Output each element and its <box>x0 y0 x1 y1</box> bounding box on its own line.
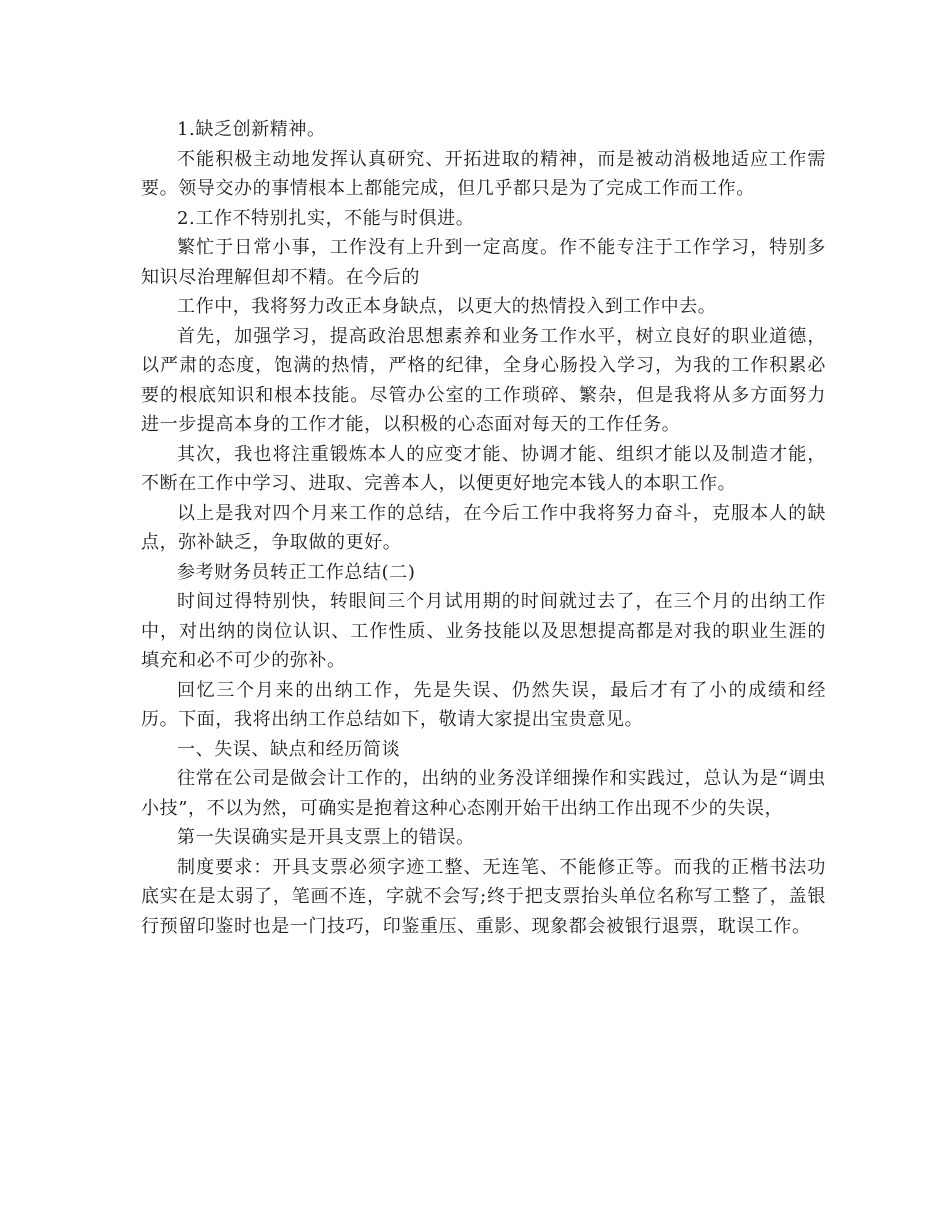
section-title: 参考财务员转正工作总结(二) <box>177 561 416 583</box>
paragraph: 制度要求：开具支票必须字迹工整、无连笔、不能修正等。而我的正楷书法功底实在是太弱了，笔画不连，字就不会写;终于把支票抬头单位名称写工整了，盖银行预留印鉴时也是一门技巧，印鉴重压、重影、现象都会被银行退票，耽误工作。 <box>141 856 826 937</box>
paragraph: 其次，我也将注重锻炼本人的应变才能、协调才能、组织才能以及制造才能，不断在工作中学习、进取、完善本人，以便更好地完本钱人的本职工作。 <box>141 443 826 494</box>
paragraph: 繁忙于日常小事，工作没有上升到一定高度。作不能专注于工作学习，特别多知识尽治理解但却不精。在今后的 <box>141 237 826 288</box>
paragraph: 工作中，我将努力改正本身缺点，以更大的热情投入到工作中去。 <box>177 296 717 317</box>
paragraph: 以上是我对四个月来工作的总结，在今后工作中我将努力奋斗，克服本人的缺点，弥补缺乏，争取做的更好。 <box>141 502 826 553</box>
item-heading-1: 1.缺乏创新精神。 <box>177 119 326 140</box>
paragraph: 第一失误确实是开具支票上的错误。 <box>177 827 475 848</box>
subsection-heading: 一、失误、缺点和经历简谈 <box>177 738 401 760</box>
item-heading-2: 2.工作不特别扎实，不能与时俱进。 <box>177 207 475 229</box>
paragraph: 首先，加强学习，提高政治思想素养和业务工作水平，树立良好的职业道德，以严肃的态度，饱满的热情，严格的纪律，全身心肠投入学习，为我的工作积累必要的根底知识和根本技能。尽管办公室的工作琐碎、繁杂，但是我将从多方面努力进一步提高本身的工作才能，以积极的心态面对每天的工作任务。 <box>141 325 826 435</box>
paragraph: 回忆三个月来的出纳工作，先是失误、仍然失误，最后才有了小的成绩和经历。下面，我将出纳工作总结如下，敬请大家提出宝贵意见。 <box>141 679 826 730</box>
paragraph: 时间过得特别快，转眼间三个月试用期的时间就过去了，在三个月的出纳工作中，对出纳的岗位认识、工作性质、业务技能以及思想提高都是对我的职业生涯的填充和必不可少的弥补。 <box>141 591 826 671</box>
paragraph: 往常在公司是做会计工作的，出纳的业务没详细操作和实践过，总认为是“调虫小技”，不以为然，可确实是抱着这种心态刚开始干出纳工作出现不少的失误， <box>141 768 826 819</box>
document-body <box>141 115 826 941</box>
paragraph: 不能积极主动地发挥认真研究、开拓进取的精神，而是被动消极地适应工作需要。领导交办的事情根本上都能完成，但几乎都只是为了完成工作而工作。 <box>141 148 826 199</box>
